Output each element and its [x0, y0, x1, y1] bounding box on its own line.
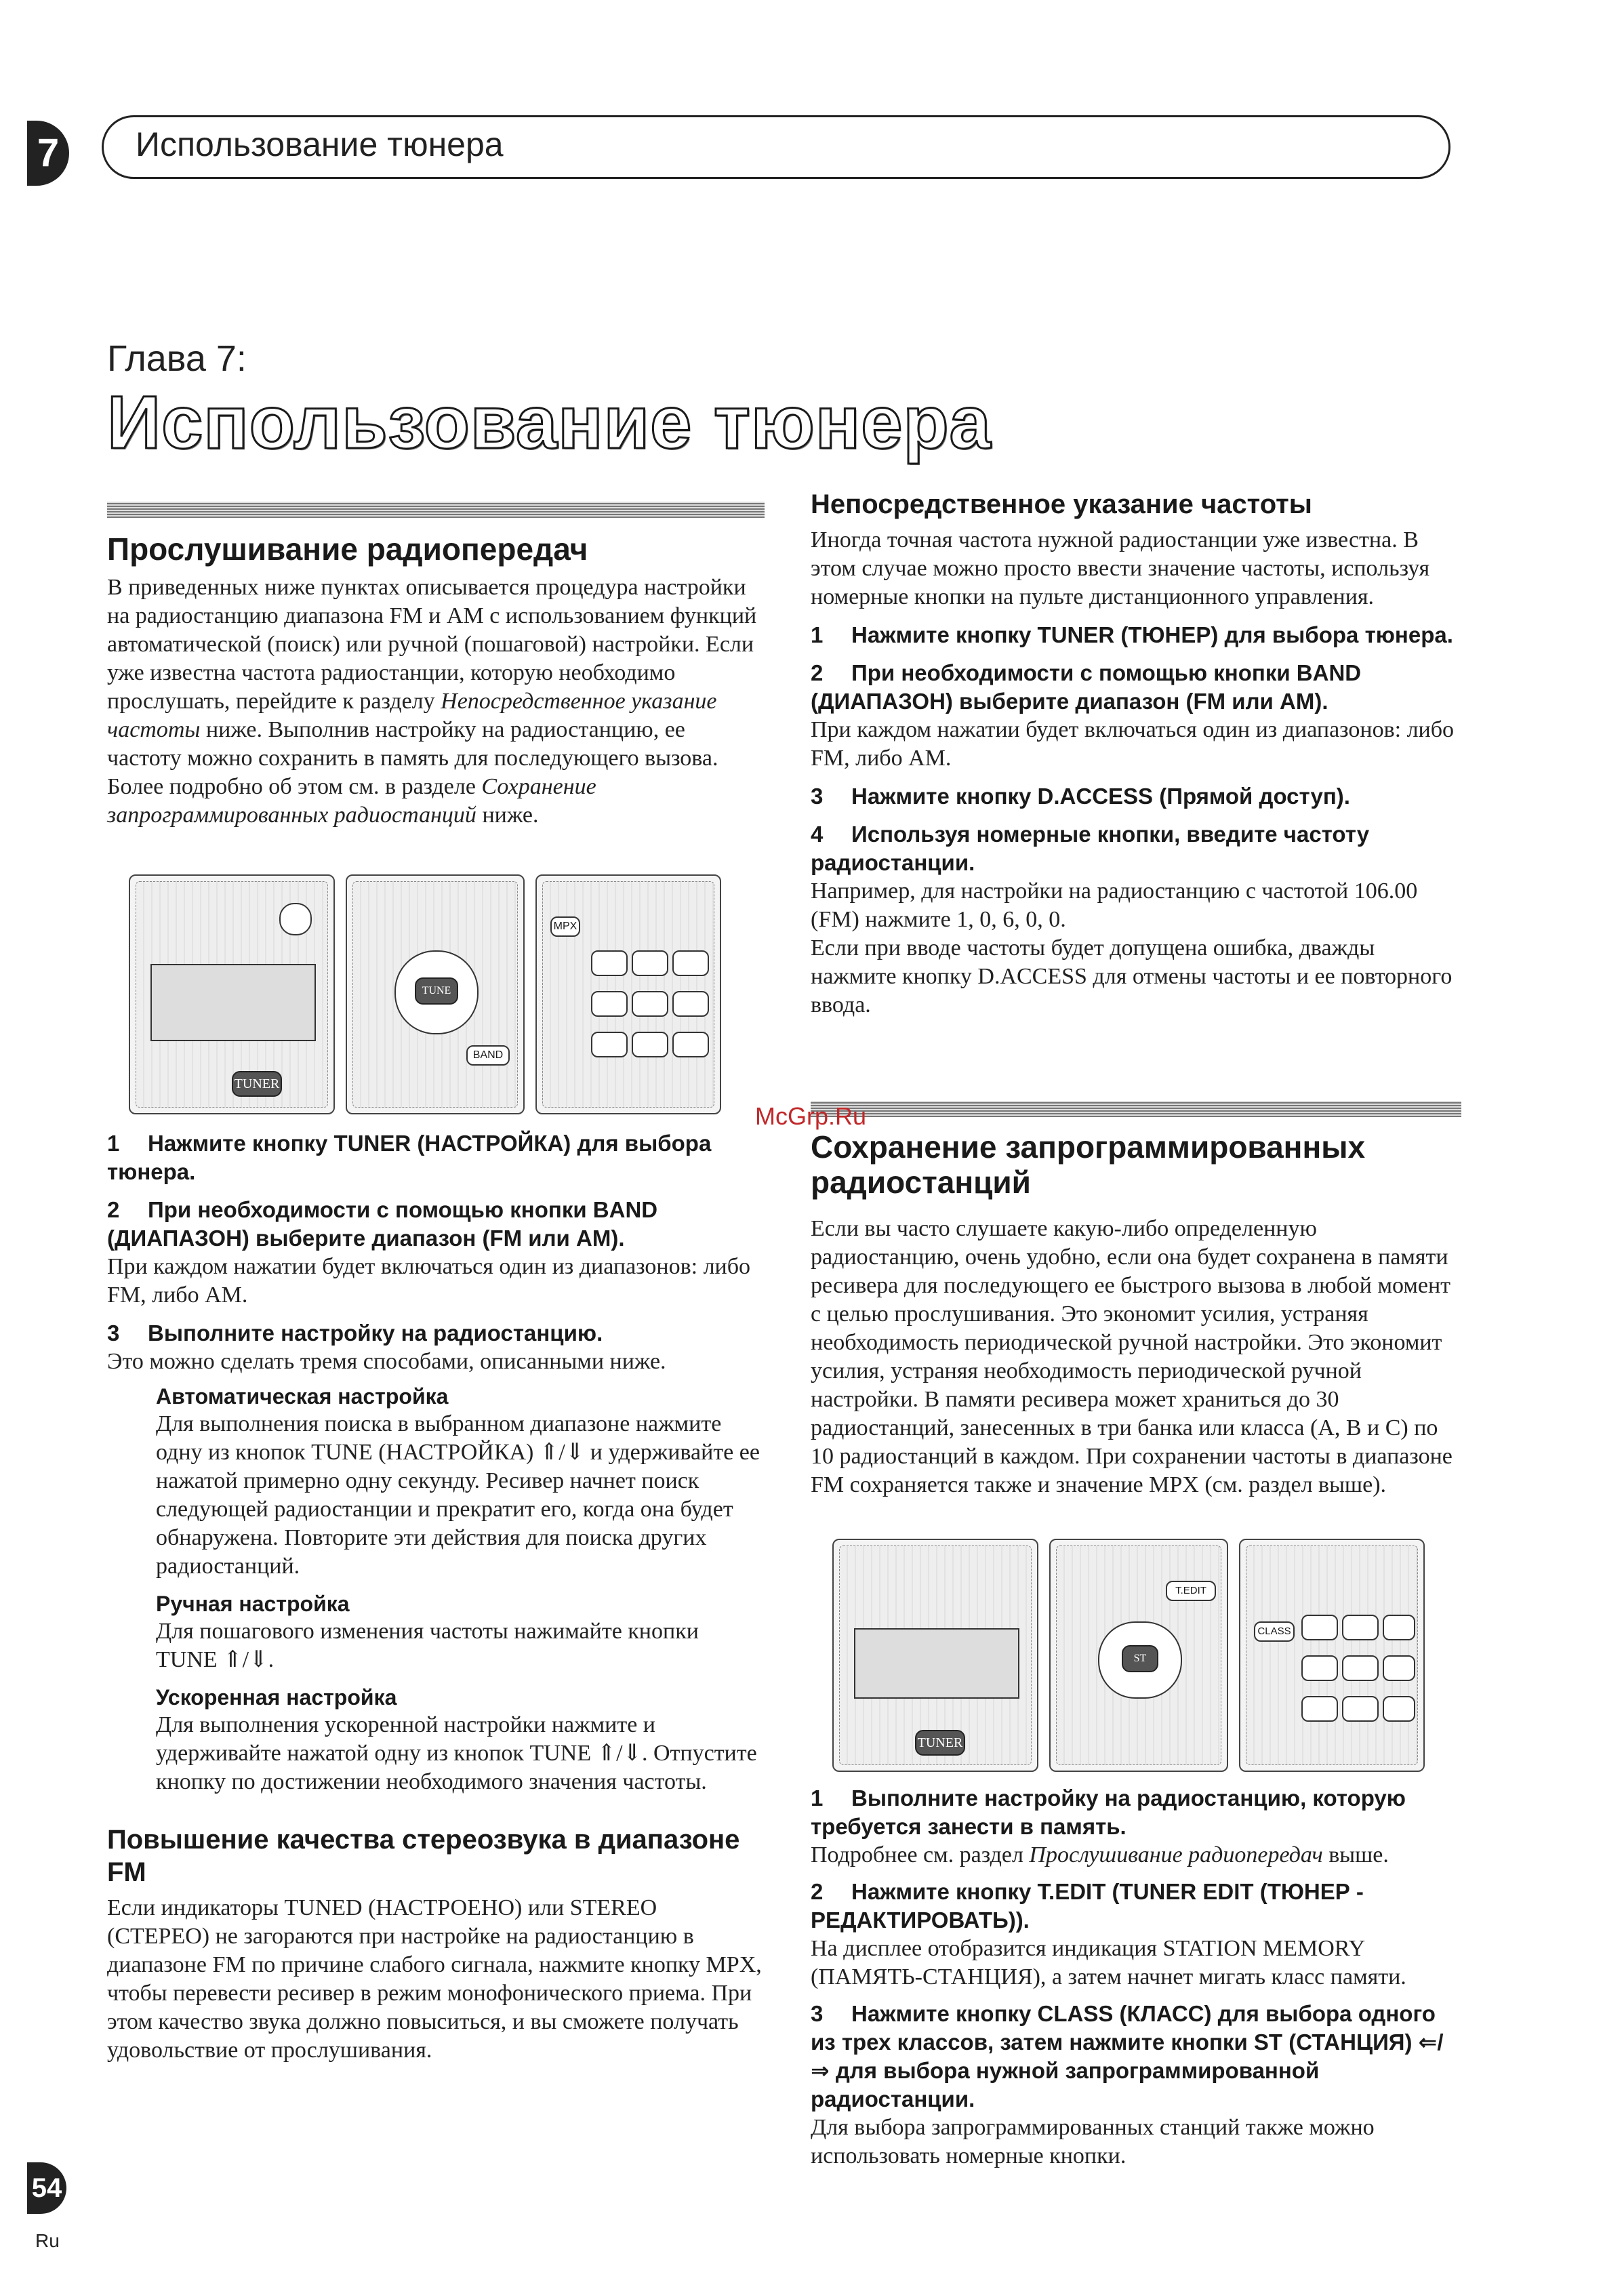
- presets-intro: Если вы часто слушаете какую-либо определенную радиостанцию, очень удобно, если она будет сохранена в памяти ресивера для последующего ее быстрого вызова в любой момент с целью прослушивания. Это экономит усилия, устраняя необходимость периодической ручной настройки. Это экономит усилия, устраняя необходимость периодической ручной настройки. В памяти ресивера может храниться до 30 радиостанций, занесенных в три банка или класса (A, B и C) по 10 радиостанций в каждом. При сохранении частоты в диапазоне FM сохраняется также и значение MPX (см. раздел выше).: [811, 1216, 1453, 1497]
- tuner-button: TUNER: [232, 1071, 282, 1097]
- chapter-tab: 7: [27, 121, 69, 186]
- page-language: Ru: [35, 2230, 60, 2251]
- preset-step-2: 2 Нажмите кнопку T.EDIT (TUNER EDIT (ТЮНЕР - РЕДАКТИРОВАТЬ)).: [811, 1879, 1364, 1933]
- direct-step-1: 1 Нажмите кнопку TUNER (ТЮНЕР) для выбора тюнера.: [811, 622, 1453, 647]
- num-button: [672, 950, 709, 976]
- chapter-title: Использование тюнера: [107, 381, 992, 464]
- num-button: [1301, 1655, 1338, 1681]
- band-button: BAND: [466, 1045, 510, 1066]
- remote-numeric-panel: [1239, 1539, 1425, 1772]
- step-3: 3 Выполните настройку на радиостанцию.: [107, 1320, 603, 1346]
- cross-ref-presets: Сохранение запрограммированных радиостанций: [107, 774, 596, 828]
- chapter-label: Глава 7:: [107, 338, 247, 379]
- remote-top-panel: [1049, 1539, 1228, 1772]
- num-button: [1342, 1615, 1379, 1640]
- fast-tuning-text: Для выполнения ускоренной настройки нажмите и удерживайте нажатой одну из кнопок TUNE ⇑/⇓. Отпустите кнопку по достижении необходимого значения частоты.: [156, 1712, 757, 1794]
- remote-numeric-panel: [535, 874, 721, 1114]
- tedit-button: T.EDIT: [1166, 1581, 1216, 1601]
- preset-step-1: 1 Выполните настройку на радиостанцию, которую требуется занести в память.: [811, 1785, 1406, 1839]
- preset-step-3-text: Для выбора запрограммированных станций также можно использовать номерные кнопки.: [811, 2115, 1375, 2168]
- receiver-front-panel: [129, 874, 335, 1114]
- fast-tuning-title: Ускоренная настройка: [156, 1685, 397, 1710]
- direct-step-3: 3 Нажмите кнопку D.ACCESS (Прямой доступ).: [811, 784, 1350, 809]
- step-2: 2 При необходимости с помощью кнопки BAND (ДИАПАЗОН) выберите диапазон (FM или AM).: [107, 1197, 658, 1251]
- remote-figure-right: [832, 1539, 1436, 1769]
- num-button: [1383, 1615, 1415, 1640]
- section-heading-presets: Сохранение запрограммированных радиостанций: [811, 1129, 1366, 1200]
- num-button: [672, 1032, 709, 1057]
- direct-section: [811, 526, 1461, 1019]
- page-number: 54: [27, 2162, 66, 2214]
- direct-step-4: 4 Используя номерные кнопки, введите частоту радиостанции.: [811, 822, 1370, 875]
- listening-steps: [107, 1129, 765, 1796]
- step-3-text: Это можно сделать тремя способами, описанными ниже.: [107, 1349, 666, 1374]
- remote-figure-left: [129, 874, 732, 1112]
- num-button: [591, 1032, 628, 1057]
- receiver-front-panel: [832, 1539, 1038, 1772]
- st-button: ST: [1122, 1645, 1158, 1672]
- num-button: [1301, 1696, 1338, 1722]
- tuner-button: TUNER: [915, 1730, 965, 1756]
- stereo-text: Если индикаторы TUNED (НАСТРОЕНО) или STEREO (СТЕРЕО) не загораются при настройке на радиостанцию в диапазоне FM по причине слабого сигнала, нажмите кнопку MPX, чтобы перевести ресивер в режим монофонического приема. При этом качество звука должно повыситься, и вы сможете получать удовольствие от прослушивания.: [107, 1895, 762, 2063]
- section-heading-direct: Непосредственное указание частоты: [811, 489, 1312, 519]
- section-heading-stereo: Повышение качества стереозвука в диапазоне FM: [107, 1825, 740, 1887]
- display-window: [854, 1628, 1019, 1699]
- section-heading-listening: Прослушивание радиопередач: [107, 531, 588, 567]
- section-rule: [107, 502, 765, 518]
- tune-button: TUNE: [415, 977, 458, 1005]
- num-button: [632, 950, 668, 976]
- num-button: [591, 991, 628, 1017]
- section-rule: [811, 1101, 1461, 1117]
- preset-step-1-text: Подробнее см. раздел Прослушивание радиопередач выше.: [811, 1842, 1389, 1867]
- direct-step-2: 2 При необходимости с помощью кнопки BAND (ДИАПАЗОН) выберите диапазон (FM или AM).: [811, 660, 1362, 714]
- preset-step-2-text: На дисплее отобразится индикация STATION MEMORY (ПАМЯТЬ-СТАНЦИЯ), а затем начнет мигать класс памяти.: [811, 1936, 1406, 1989]
- cross-ref-listening: Прослушивание радиопередач: [1029, 1842, 1323, 1867]
- num-button: [632, 1032, 668, 1057]
- preset-step-3: 3 Нажмите кнопку CLASS (КЛАСС) для выбора одного из трех классов, затем нажмите кнопки ST (СТАНЦИЯ) ⇐/⇒ для выбора нужной запрограммированной радиостанции.: [811, 2001, 1444, 2112]
- auto-tuning-title: Автоматическая настройка: [156, 1384, 449, 1409]
- step-1: 1 Нажмите кнопку TUNER (НАСТРОЙКА) для выбора тюнера.: [107, 1131, 712, 1184]
- volume-knob: [279, 903, 312, 935]
- num-button: [1342, 1696, 1379, 1722]
- mpx-button: MPX: [550, 916, 580, 937]
- direct-step-2-text: При каждом нажатии будет включаться один из диапазонов: либо FM, либо AM.: [811, 717, 1455, 771]
- direct-step-4-text: Например, для настройки на радиостанцию с частотой 106.00 (FM) нажмите 1, 0, 6, 0, 0.: [811, 878, 1418, 932]
- presets-steps: [811, 1784, 1461, 2170]
- remote-top-panel: [346, 874, 525, 1114]
- step-2-text: При каждом нажатии будет включаться один из диапазонов: либо FM, либо AM.: [107, 1254, 751, 1308]
- num-button: [672, 991, 709, 1017]
- num-button: [1342, 1655, 1379, 1681]
- class-button: CLASS: [1254, 1621, 1295, 1642]
- watermark: McGrp.Ru: [755, 1102, 867, 1130]
- cross-ref-direct: Непосредственное указание частоты: [107, 689, 717, 742]
- num-button: [632, 991, 668, 1017]
- listening-intro: В приведенных ниже пунктах описывается процедура настройки на радиостанцию диапазона FM и AM с использованием функций автоматической (поиск) или ручной (пошаговой) настройки. Если уже известна частота радиостанции, которую необходимо прослушать, перейдите к разделу Непосредственное указание частоты ниже. Выполнив настройку на радиостанцию, ее частоту можно сохранить в память для последующего вызова. Более подробно об этом см. в разделе Сохранение запрограммированных радиостанций ниже.: [107, 575, 757, 828]
- manual-tuning-text: Для пошагового изменения частоты нажимайте кнопки TUNE ⇑/⇓.: [156, 1619, 699, 1672]
- direct-intro: Иногда точная частота нужной радиостанции уже известна. В этом случае можно просто ввести значение частоты, используя номерные кнопки на пульте дистанционного управления.: [811, 527, 1430, 609]
- num-button: [1383, 1696, 1415, 1722]
- num-button: [1301, 1615, 1338, 1640]
- display-window: [150, 964, 316, 1041]
- auto-tuning-text: Для выполнения поиска в выбранном диапазоне нажмите одну из кнопок TUNE (НАСТРОЙКА) ⇑/⇓ и удерживайте ее нажатой примерно одну секунду. Ресивер начнет поиск следующей радиостанции и прекратит его, когда она будет обнаружена. Повторите эти действия для поиска других радиостанций.: [156, 1411, 760, 1579]
- num-button: [1383, 1655, 1415, 1681]
- direct-step-4-text2: Если при вводе частоты будет допущена ошибка, дважды нажмите кнопку D.ACCESS для отмены частоты и ее повторного ввода.: [811, 935, 1453, 1017]
- header-title: Использование тюнера: [136, 125, 504, 163]
- num-button: [591, 950, 628, 976]
- manual-tuning-title: Ручная настройка: [156, 1592, 350, 1616]
